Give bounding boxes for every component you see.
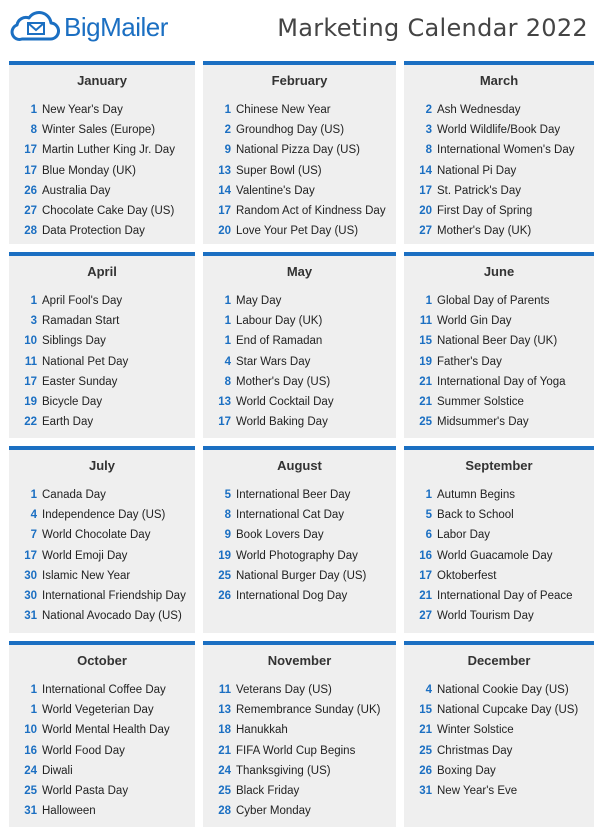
- event-list: [203, 291, 396, 432]
- event-day: 21: [218, 744, 231, 757]
- event-item: [404, 412, 594, 432]
- event-name: International Beer Day: [236, 489, 351, 501]
- event-day: 25: [419, 744, 432, 757]
- event-day: 21: [419, 395, 432, 408]
- event-item: [203, 221, 396, 241]
- month-name: November: [267, 653, 332, 668]
- event-name: Groundhog Day (US): [236, 124, 345, 137]
- month-card-january: [9, 61, 195, 244]
- event-name: Black Friday: [236, 784, 300, 797]
- event-day: 27: [419, 225, 432, 238]
- event-name: Random Act of Kindness Day: [236, 204, 386, 217]
- page-header: [0, 0, 600, 60]
- event-item: [404, 352, 594, 372]
- event-item: [9, 120, 195, 140]
- month-card-september: [404, 446, 594, 633]
- event-item: [9, 525, 195, 545]
- event-name: World Mental Health Day: [42, 724, 170, 737]
- event-name: Star Wars Day: [236, 355, 311, 368]
- event-item: [203, 566, 396, 586]
- event-day: 28: [24, 225, 37, 238]
- event-name: Valentine's Day: [236, 184, 315, 197]
- event-day: 10: [24, 724, 37, 737]
- event-day: 8: [224, 509, 231, 522]
- event-item: [404, 201, 594, 221]
- event-item: [404, 606, 594, 626]
- event-name: Remembrance Sunday (UK): [236, 704, 381, 717]
- event-day: 26: [24, 184, 37, 197]
- event-name: Ramadan Start: [42, 315, 120, 328]
- event-name: Martin Luther King Jr. Day: [42, 144, 175, 157]
- event-item: [404, 311, 594, 331]
- event-name: Easter Sunday: [42, 375, 118, 388]
- event-item: [404, 291, 594, 311]
- month-name: October: [77, 653, 127, 668]
- month-card-december: [404, 641, 594, 827]
- month-card-july: [9, 446, 195, 633]
- event-name: World Chocolate Day: [42, 529, 151, 542]
- event-day: 19: [218, 549, 231, 562]
- event-list: [404, 680, 594, 801]
- event-item: [404, 700, 594, 720]
- event-name: World Vegeterian Day: [42, 704, 154, 717]
- event-day: 30: [24, 589, 37, 602]
- event-item: [404, 392, 594, 412]
- event-day: 14: [218, 184, 231, 197]
- event-day: 26: [419, 764, 432, 777]
- event-item: [203, 291, 396, 311]
- event-name: Data Protection Day: [42, 225, 145, 238]
- event-item: [9, 505, 195, 525]
- event-item: [203, 120, 396, 140]
- event-name: Father's Day: [437, 355, 502, 368]
- event-item: [203, 201, 396, 221]
- event-item: [9, 566, 195, 586]
- event-name: May Day: [236, 295, 282, 307]
- event-name: Chocolate Cake Day (US): [42, 204, 175, 217]
- event-name: Boxing Day: [437, 764, 496, 777]
- event-day: 4: [224, 355, 231, 368]
- event-list: [404, 100, 594, 241]
- event-name: Islamic New Year: [42, 569, 131, 582]
- event-day: 15: [419, 704, 432, 717]
- event-item: [404, 120, 594, 140]
- event-name: Mother's Day (US): [236, 375, 331, 388]
- event-day: 3: [30, 315, 37, 328]
- event-item: [9, 221, 195, 241]
- event-item: [203, 801, 396, 821]
- event-item: [203, 485, 396, 505]
- event-day: 1: [30, 295, 37, 307]
- event-item: [9, 781, 195, 801]
- event-day: 11: [24, 355, 37, 368]
- month-card-november: [203, 641, 396, 827]
- event-name: Bicycle Day: [42, 395, 103, 408]
- event-day: 8: [224, 375, 231, 388]
- event-item: [9, 680, 195, 700]
- event-day: 25: [419, 416, 432, 429]
- event-name: World Photography Day: [236, 549, 358, 562]
- event-name: Book Lovers Day: [236, 529, 324, 542]
- event-day: 1: [30, 104, 37, 116]
- event-list: [404, 485, 594, 626]
- event-name: International Coffee Day: [42, 684, 166, 696]
- event-item: [404, 566, 594, 586]
- month-name: September: [465, 458, 533, 473]
- event-name: Oktoberfest: [437, 569, 497, 582]
- event-day: 28: [218, 805, 231, 818]
- event-item: [9, 291, 195, 311]
- month-card-march: [404, 61, 594, 244]
- month-card-june: [404, 252, 594, 438]
- event-name: National Pizza Day (US): [236, 144, 360, 157]
- event-name: Labour Day (UK): [236, 315, 323, 328]
- event-day: 13: [218, 164, 231, 177]
- event-day: 17: [24, 549, 37, 562]
- event-name: Winter Sales (Europe): [42, 124, 156, 137]
- event-item: [203, 311, 396, 331]
- event-day: 16: [419, 549, 432, 562]
- month-name: December: [467, 653, 531, 668]
- event-item: [9, 140, 195, 160]
- event-item: [203, 741, 396, 761]
- month-card-august: [203, 446, 396, 633]
- event-name: Love Your Pet Day (US): [236, 225, 359, 238]
- event-list: [404, 291, 594, 432]
- event-item: [203, 392, 396, 412]
- event-item: [9, 392, 195, 412]
- event-day: 17: [24, 164, 37, 177]
- event-item: [9, 761, 195, 781]
- month-card-april: [9, 252, 195, 438]
- event-day: 30: [24, 569, 37, 582]
- event-name: Global Day of Parents: [437, 295, 550, 307]
- event-name: Earth Day: [42, 416, 94, 429]
- event-name: International Dog Day: [236, 589, 348, 602]
- event-name: Back to School: [437, 509, 514, 522]
- event-item: [203, 680, 396, 700]
- event-day: 4: [425, 684, 432, 696]
- event-item: [404, 331, 594, 351]
- event-name: World Tourism Day: [437, 610, 534, 623]
- event-day: 21: [419, 724, 432, 737]
- event-name: Veterans Day (US): [236, 684, 332, 696]
- event-item: [404, 680, 594, 700]
- event-day: 20: [218, 225, 231, 238]
- event-day: 25: [218, 784, 231, 797]
- month-card-february: [203, 61, 396, 244]
- event-day: 10: [24, 335, 37, 348]
- event-name: Hanukkah: [236, 724, 288, 737]
- event-item: [9, 100, 195, 120]
- event-day: 24: [24, 764, 37, 777]
- event-day: 1: [30, 489, 37, 501]
- month-name: June: [483, 264, 515, 279]
- event-item: [404, 485, 594, 505]
- event-day: 31: [419, 784, 432, 797]
- event-name: International Women's Day: [437, 144, 575, 157]
- event-day: 7: [30, 529, 37, 542]
- month-name: February: [271, 73, 328, 88]
- month-name: May: [286, 264, 313, 279]
- event-name: World Wildlife/Book Day: [437, 124, 561, 137]
- event-day: 2: [224, 124, 231, 137]
- event-day: 1: [425, 295, 432, 307]
- event-name: Siblings Day: [42, 335, 106, 348]
- event-item: [9, 606, 195, 626]
- event-day: 1: [224, 335, 231, 348]
- event-name: St. Patrick's Day: [437, 184, 521, 197]
- event-item: [404, 100, 594, 120]
- event-name: Christmas Day: [437, 744, 513, 757]
- event-item: [203, 720, 396, 740]
- event-name: National Beer Day (UK): [437, 335, 558, 348]
- event-name: New Year's Day: [42, 104, 123, 116]
- logo: [10, 8, 168, 47]
- event-day: 1: [30, 704, 37, 717]
- event-day: 5: [425, 509, 432, 522]
- event-item: [203, 761, 396, 781]
- event-item: [203, 331, 396, 351]
- event-item: [9, 485, 195, 505]
- event-list: [203, 680, 396, 821]
- event-day: 17: [218, 204, 231, 217]
- event-name: National Avocado Day (US): [42, 610, 182, 623]
- event-day: 15: [419, 335, 432, 348]
- event-item: [404, 586, 594, 606]
- event-name: International Day of Yoga: [437, 375, 566, 388]
- month-card-may: [203, 252, 396, 438]
- event-item: [404, 181, 594, 201]
- event-name: Chinese New Year: [236, 104, 331, 116]
- event-list: [203, 100, 396, 241]
- event-day: 1: [224, 295, 231, 307]
- event-name: End of Ramadan: [236, 335, 323, 348]
- event-day: 1: [224, 315, 231, 328]
- event-day: 19: [419, 355, 432, 368]
- cloud-mail-icon: [10, 8, 60, 47]
- event-day: 9: [224, 529, 231, 542]
- event-name: Mother's Day (UK): [437, 225, 532, 238]
- event-name: Summer Solstice: [437, 395, 524, 408]
- logo-text: BigMailer: [64, 12, 168, 42]
- event-day: 1: [30, 684, 37, 696]
- event-item: [404, 741, 594, 761]
- event-item: [9, 352, 195, 372]
- event-day: 25: [218, 569, 231, 582]
- event-name: Midsummer's Day: [437, 416, 529, 429]
- event-day: 9: [224, 144, 231, 157]
- event-item: [404, 546, 594, 566]
- month-card-october: [9, 641, 195, 827]
- event-name: National Burger Day (US): [236, 569, 367, 582]
- event-day: 17: [419, 569, 432, 582]
- event-day: 24: [218, 764, 231, 777]
- event-item: [9, 586, 195, 606]
- event-day: 13: [218, 395, 231, 408]
- month-name: July: [88, 458, 115, 473]
- event-name: FIFA World Cup Begins: [236, 744, 356, 757]
- event-name: Cyber Monday: [236, 805, 311, 818]
- event-name: World Gin Day: [437, 315, 512, 328]
- event-item: [404, 372, 594, 392]
- event-name: Ash Wednesday: [437, 104, 521, 116]
- event-item: [203, 781, 396, 801]
- event-item: [404, 781, 594, 801]
- event-item: [9, 201, 195, 221]
- event-day: 22: [24, 416, 37, 429]
- event-day: 31: [24, 805, 37, 818]
- event-day: 17: [24, 144, 37, 157]
- event-item: [203, 525, 396, 545]
- event-name: International Friendship Day: [42, 589, 186, 602]
- event-item: [9, 311, 195, 331]
- event-name: Labor Day: [437, 529, 491, 542]
- event-day: 2: [425, 104, 432, 116]
- event-item: [9, 801, 195, 821]
- event-name: National Cupcake Day (US): [437, 704, 579, 717]
- event-day: 25: [24, 784, 37, 797]
- event-list: [9, 485, 195, 626]
- event-name: National Cookie Day (US): [437, 684, 569, 696]
- event-name: World Baking Day: [236, 416, 328, 429]
- event-name: Blue Monday (UK): [42, 164, 136, 177]
- event-day: 27: [419, 610, 432, 623]
- event-name: World Emoji Day: [42, 549, 128, 562]
- event-name: World Cocktail Day: [236, 395, 334, 408]
- event-list: [9, 291, 195, 432]
- month-name: August: [277, 458, 322, 473]
- event-item: [203, 352, 396, 372]
- event-day: 20: [419, 204, 432, 217]
- event-list: [9, 680, 195, 821]
- event-day: 11: [419, 315, 432, 328]
- event-item: [203, 100, 396, 120]
- event-name: International Day of Peace: [437, 589, 573, 602]
- event-item: [203, 700, 396, 720]
- event-day: 1: [224, 104, 231, 116]
- event-name: Canada Day: [42, 489, 106, 501]
- event-day: 14: [419, 164, 432, 177]
- event-item: [9, 161, 195, 181]
- event-day: 21: [419, 589, 432, 602]
- event-day: 8: [425, 144, 432, 157]
- event-name: April Fool's Day: [42, 295, 123, 307]
- event-item: [9, 546, 195, 566]
- event-item: [203, 161, 396, 181]
- event-item: [9, 372, 195, 392]
- event-day: 17: [419, 184, 432, 197]
- event-day: 21: [419, 375, 432, 388]
- event-name: World Guacamole Day: [437, 549, 553, 562]
- month-name: April: [87, 264, 117, 279]
- month-name: January: [77, 73, 127, 88]
- event-day: 4: [30, 509, 37, 522]
- month-name: March: [479, 73, 519, 88]
- event-item: [404, 505, 594, 525]
- event-name: First Day of Spring: [437, 204, 533, 217]
- event-day: 31: [24, 610, 37, 623]
- event-item: [9, 412, 195, 432]
- event-name: Diwali: [42, 764, 73, 777]
- event-day: 3: [425, 124, 432, 137]
- event-item: [9, 720, 195, 740]
- event-name: World Pasta Day: [42, 784, 129, 797]
- event-name: Halloween: [42, 805, 96, 818]
- event-item: [9, 331, 195, 351]
- event-item: [404, 140, 594, 160]
- event-item: [404, 161, 594, 181]
- event-name: World Food Day: [42, 744, 125, 757]
- event-day: 11: [218, 684, 231, 696]
- event-name: Australia Day: [42, 184, 111, 197]
- event-day: 17: [24, 375, 37, 388]
- event-day: 18: [218, 724, 231, 737]
- event-day: 1: [425, 489, 432, 501]
- event-item: [9, 181, 195, 201]
- event-name: New Year's Eve: [437, 784, 518, 797]
- event-day: 27: [24, 204, 37, 217]
- event-item: [203, 372, 396, 392]
- event-day: 8: [30, 124, 37, 137]
- event-item: [404, 221, 594, 241]
- event-item: [203, 586, 396, 606]
- event-name: International Cat Day: [236, 509, 345, 522]
- event-day: 13: [218, 704, 231, 717]
- event-item: [404, 761, 594, 781]
- event-item: [203, 181, 396, 201]
- event-day: 16: [24, 744, 37, 757]
- event-name: National Pet Day: [42, 355, 129, 368]
- event-list: [9, 100, 195, 241]
- event-item: [9, 741, 195, 761]
- event-item: [203, 140, 396, 160]
- page-title: Marketing Calendar 2022: [277, 14, 588, 42]
- event-day: 26: [218, 589, 231, 602]
- event-item: [404, 720, 594, 740]
- event-item: [203, 546, 396, 566]
- event-name: Autumn Begins: [437, 489, 515, 501]
- event-list: [203, 485, 396, 606]
- event-name: Independence Day (US): [42, 509, 166, 522]
- event-day: 6: [425, 529, 432, 542]
- event-name: Thanksgiving (US): [236, 764, 331, 777]
- event-day: 5: [224, 489, 231, 501]
- event-day: 19: [24, 395, 37, 408]
- event-day: 17: [218, 416, 231, 429]
- event-item: [9, 700, 195, 720]
- event-item: [203, 505, 396, 525]
- event-item: [404, 525, 594, 545]
- event-name: Winter Solstice: [437, 724, 514, 737]
- event-item: [203, 412, 396, 432]
- event-name: Super Bowl (US): [236, 164, 322, 177]
- calendar-grid: [9, 61, 594, 827]
- event-name: National Pi Day: [437, 164, 517, 177]
